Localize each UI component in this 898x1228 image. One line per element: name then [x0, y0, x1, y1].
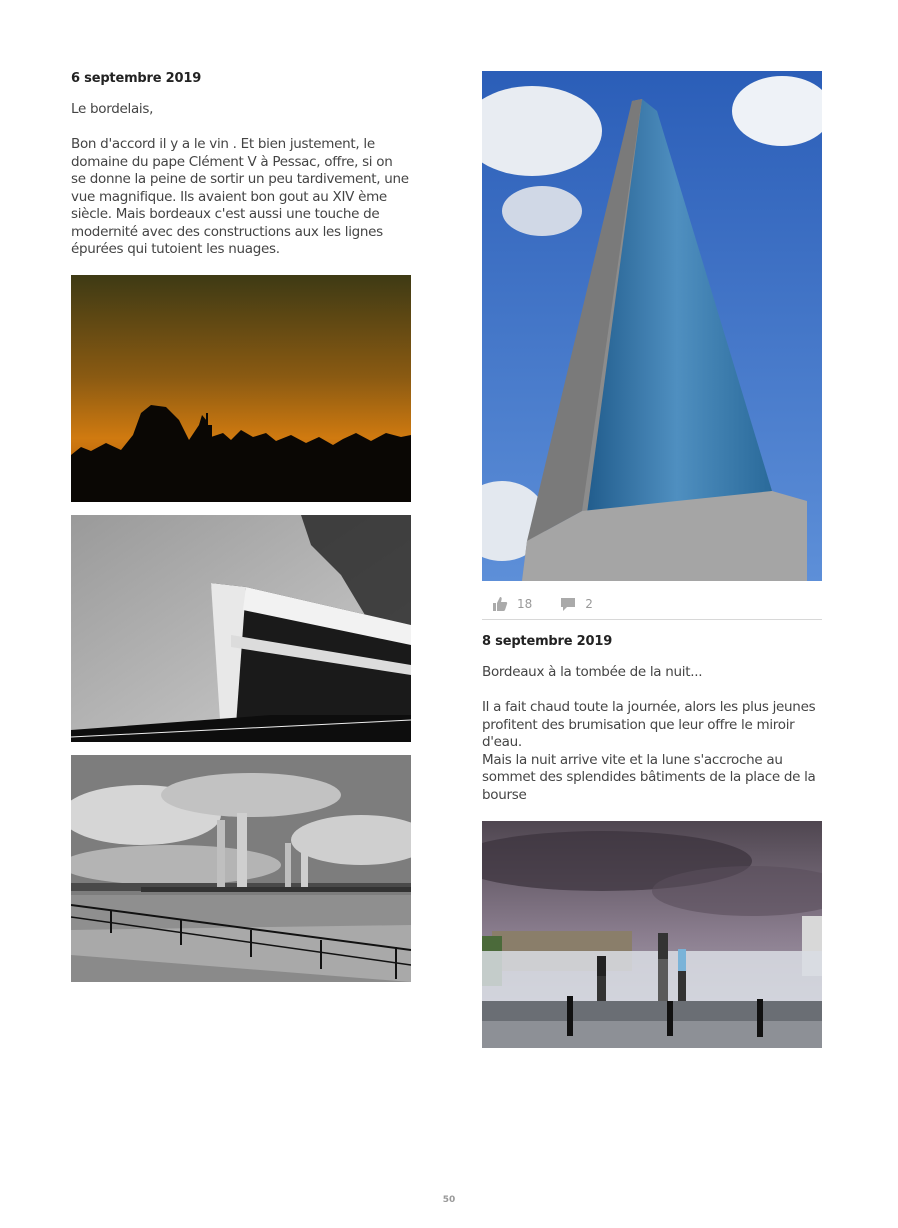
- post-body-right: Il a fait chaud toute la journée, alors les plus jeunes profitent des brumisation que leur offre le miroir d'eau. Mais la nuit arrive vite et la lune s'accroche au sommet des splendides bâtiments de la place de la bourse: [482, 699, 816, 803]
- post-date-left: 6 septembre 2019: [71, 71, 202, 86]
- page-number: 50: [442, 1195, 456, 1205]
- photo-miroir-d-eau[interactable]: [482, 821, 822, 1048]
- photo-sunset-silhouette[interactable]: [71, 275, 411, 502]
- post-stats-bar: [482, 588, 822, 620]
- post-date-right: 8 septembre 2019: [482, 634, 613, 649]
- likes-count: 18: [517, 596, 533, 611]
- photo-bridge-bw[interactable]: [71, 755, 411, 982]
- thumbs-up-icon[interactable]: [491, 595, 509, 613]
- photo-modern-building-bw[interactable]: [71, 515, 411, 742]
- post-intro-right: Bordeaux à la tombée de la nuit...: [482, 664, 703, 680]
- comments-count: 2: [585, 596, 593, 611]
- post-body-left: Bon d'accord il y a le vin . Et bien justement, le domaine du pape Clément V à Pessac, offre, si on se donne la peine de sortir un peu tardivement, une vue magnifique. Ils avaient bon gout au XIV ème siècle. Mais bordeaux c'est aussi une touche de modernité avec des constructions aux les lignes épurées qui tutoient les nuages.: [71, 136, 409, 257]
- photo-glass-tower[interactable]: [482, 71, 822, 581]
- post-greeting-left: Le bordelais,: [71, 101, 154, 117]
- speech-bubble-icon[interactable]: [559, 595, 577, 613]
